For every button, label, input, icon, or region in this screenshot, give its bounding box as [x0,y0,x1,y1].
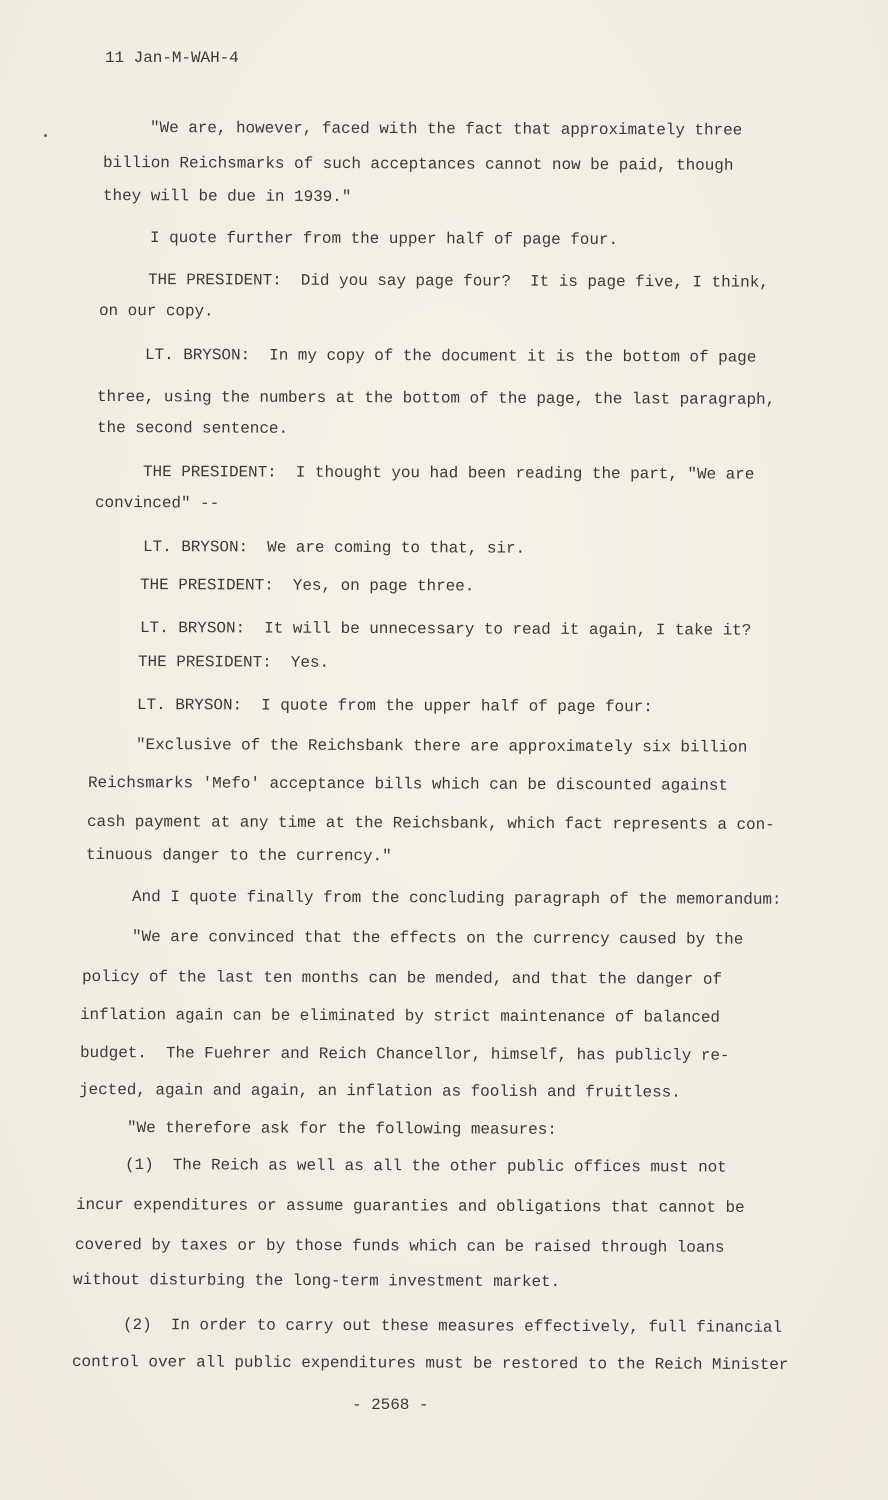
text-line: covered by taxes or by those funds which can be raised through loans [74,1236,725,1257]
text-line: cash payment at any time at the Reichsbank, which fact represents a con- [86,813,775,835]
text-line: tinuous danger to the currency." [85,846,392,866]
text-line: incur expenditures or assume guaranties and obligations that cannot be [75,1196,745,1217]
text-line: THE PRESIDENT: Did you say page four? It is page five, I think, [147,271,769,292]
text-line: THE PRESIDENT: Yes. [137,653,330,672]
text-line: LT. BRYSON: In my copy of the document it is the bottom of page [144,346,757,367]
page-number: - 2568 - [352,1396,429,1414]
text-line: Reichsmarks 'Mefo' acceptance bills which can be discounted against [87,774,729,795]
text-line: (1) The Reich as well as all the other public offices must not [124,1156,727,1177]
text-line: "Exclusive of the Reichsbank there are approximately six billion [135,736,748,757]
text-line: (2) In order to carry out these measures effectively, full financial [122,1316,783,1337]
text-line: they will be due in 1939." [102,187,352,207]
document-header: 11 Jan-M-WAH-4 [105,49,239,67]
text-line: And I quote finally from the concluding paragraph of the memorandum: [131,888,782,909]
text-line: LT. BRYSON: I quote from the upper half of page four: [136,696,653,717]
text-line: jected, again and again, an inflation as foolish and fruitless. [78,1081,681,1102]
text-line: three, using the numbers at the bottom of the page, the last paragraph, [96,388,776,409]
text-line: budget. The Fuehrer and Reich Chancellor, himself, has publicly re- [79,1044,730,1065]
text-line: THE PRESIDENT: Yes, on page three. [139,576,475,596]
text-line: inflation again can be eliminated by strict maintenance of balanced [79,1006,721,1027]
text-line: LT. BRYSON: We are coming to that, sir. [142,538,526,558]
text-line: policy of the last ten months can be mended, and that the danger of [81,968,723,989]
text-line: convinced" -- [94,494,220,513]
stray-mark [44,134,47,137]
text-line: "We are, however, faced with the fact that approximately three [149,119,743,140]
text-line: control over all public expenditures must be restored to the Reich Minister [71,1353,789,1375]
text-line: LT. BRYSON: It will be unnecessary to read it again, I take it? [139,619,752,640]
text-line: I quote further from the upper half of page four. [149,229,619,250]
text-line: the second sentence. [96,419,289,438]
text-line: without disturbing the long-term investment market. [72,1271,561,1292]
text-line: THE PRESIDENT: I thought you had been reading the part, "We are [142,463,755,484]
text-line: "We are convinced that the effects on the currency caused by the [131,928,744,949]
text-line: "We therefore ask for the following measures: [126,1119,557,1139]
text-line: on our copy. [98,302,214,321]
text-line: billion Reichsmarks of such acceptances cannot now be paid, though [102,154,734,175]
